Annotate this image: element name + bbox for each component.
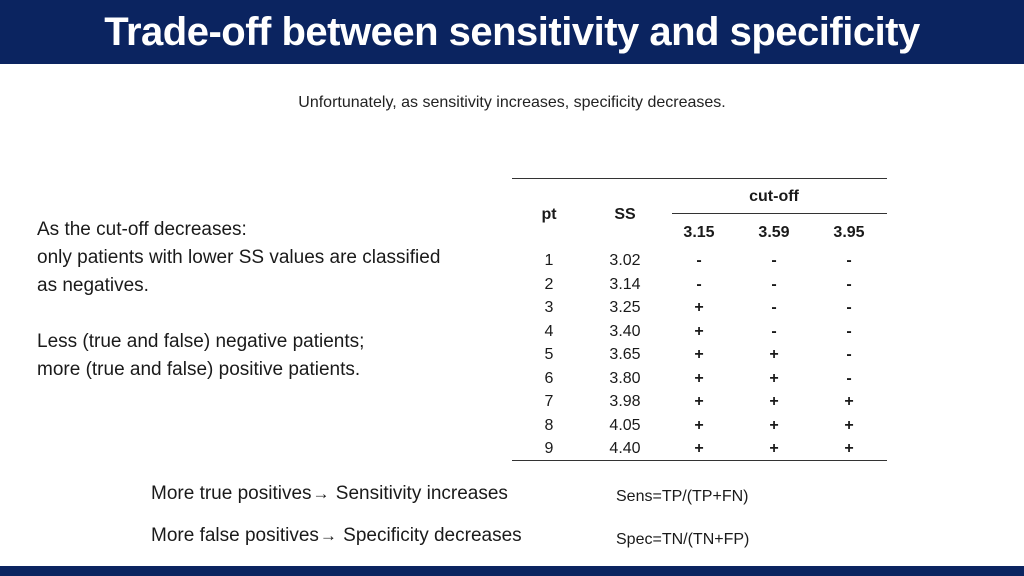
cell-classification: + — [844, 416, 854, 434]
cell-classification: - — [696, 252, 702, 269]
cell-classification: + — [769, 369, 779, 387]
cell-classification: + — [694, 369, 704, 387]
cell-pt: 8 — [544, 416, 554, 434]
cell-classification: - — [771, 275, 777, 293]
sensitivity-formula: Sens=TP/(TP+FN) — [616, 488, 749, 505]
cell-classification: - — [846, 346, 852, 363]
cell-ss: 3.40 — [609, 322, 641, 340]
cell-classification: + — [769, 393, 779, 410]
cell-ss: 4.05 — [609, 416, 641, 434]
cell-pt: 2 — [544, 275, 554, 293]
cell-ss: 3.02 — [609, 252, 641, 269]
cell-classification: + — [694, 440, 704, 457]
cell-classification: + — [694, 346, 704, 363]
specificity-decreases-text: Specificity decreases — [337, 525, 522, 546]
table-bottom-rule — [512, 460, 887, 461]
cell-classification: - — [846, 299, 852, 316]
explanation-text — [37, 216, 507, 384]
explanation-line: As the cut-off decreases: — [37, 219, 247, 240]
true-positives-text: More true positives — [151, 483, 312, 504]
arrow-right-icon: → — [312, 484, 330, 503]
explanation-line: Less (true and false) negative patients; — [37, 331, 365, 352]
cell-classification: - — [771, 322, 777, 340]
cell-ss: 3.25 — [609, 299, 641, 316]
cell-classification: + — [769, 346, 779, 363]
cutoff-table — [512, 178, 887, 462]
cell-classification: + — [694, 393, 704, 410]
header-cutoff: 3.59 — [758, 224, 790, 241]
cell-classification: + — [769, 416, 779, 434]
cell-classification: - — [846, 275, 852, 293]
cell-classification: + — [844, 440, 854, 457]
sensitivity-statement — [151, 483, 508, 505]
explanation-line: as negatives. — [37, 275, 149, 296]
header-cutoff-group: cut-off — [749, 188, 799, 205]
cell-pt: 9 — [544, 440, 554, 457]
false-positives-text: More false positives — [151, 525, 319, 546]
cell-pt: 5 — [544, 346, 554, 363]
cell-classification: - — [846, 322, 852, 340]
cell-classification: - — [846, 369, 852, 387]
cell-classification: + — [694, 322, 704, 340]
sensitivity-increases-text: Sensitivity increases — [330, 483, 508, 504]
cell-pt: 7 — [544, 393, 554, 410]
cell-pt: 3 — [544, 299, 554, 316]
cell-classification: + — [694, 416, 704, 434]
header-cutoff: 3.95 — [833, 224, 865, 241]
cell-ss: 4.40 — [609, 440, 641, 457]
cell-pt: 1 — [544, 252, 554, 269]
cell-pt: 6 — [544, 369, 554, 387]
cell-classification: - — [771, 299, 777, 316]
cell-ss: 3.98 — [609, 393, 641, 410]
footer-bar — [0, 566, 1024, 576]
cell-classification: - — [696, 275, 702, 293]
specificity-statement — [151, 525, 522, 547]
group-header-rule — [672, 213, 887, 214]
arrow-right-icon: → — [319, 526, 337, 545]
cell-classification: + — [844, 393, 854, 410]
header-cutoff: 3.15 — [683, 224, 715, 241]
table-top-rule — [512, 178, 887, 179]
cell-classification: - — [846, 252, 852, 269]
header-ss: SS — [614, 206, 636, 223]
specificity-formula: Spec=TN/(TN+FP) — [616, 531, 750, 548]
slide-title: Trade-off between sensitivity and specificity — [104, 10, 920, 54]
header-pt: pt — [541, 206, 557, 223]
cell-ss: 3.80 — [609, 369, 641, 387]
cell-classification: + — [694, 299, 704, 316]
slide-subtitle: Unfortunately, as sensitivity increases, specificity decreases. — [298, 94, 726, 111]
explanation-line: only patients with lower SS values are classified — [37, 247, 441, 268]
explanation-line: more (true and false) positive patients. — [37, 359, 361, 380]
cell-ss: 3.14 — [609, 275, 641, 293]
cell-classification: + — [769, 440, 779, 457]
cell-classification: - — [771, 252, 777, 269]
cell-ss: 3.65 — [609, 346, 641, 363]
cell-pt: 4 — [544, 322, 554, 340]
